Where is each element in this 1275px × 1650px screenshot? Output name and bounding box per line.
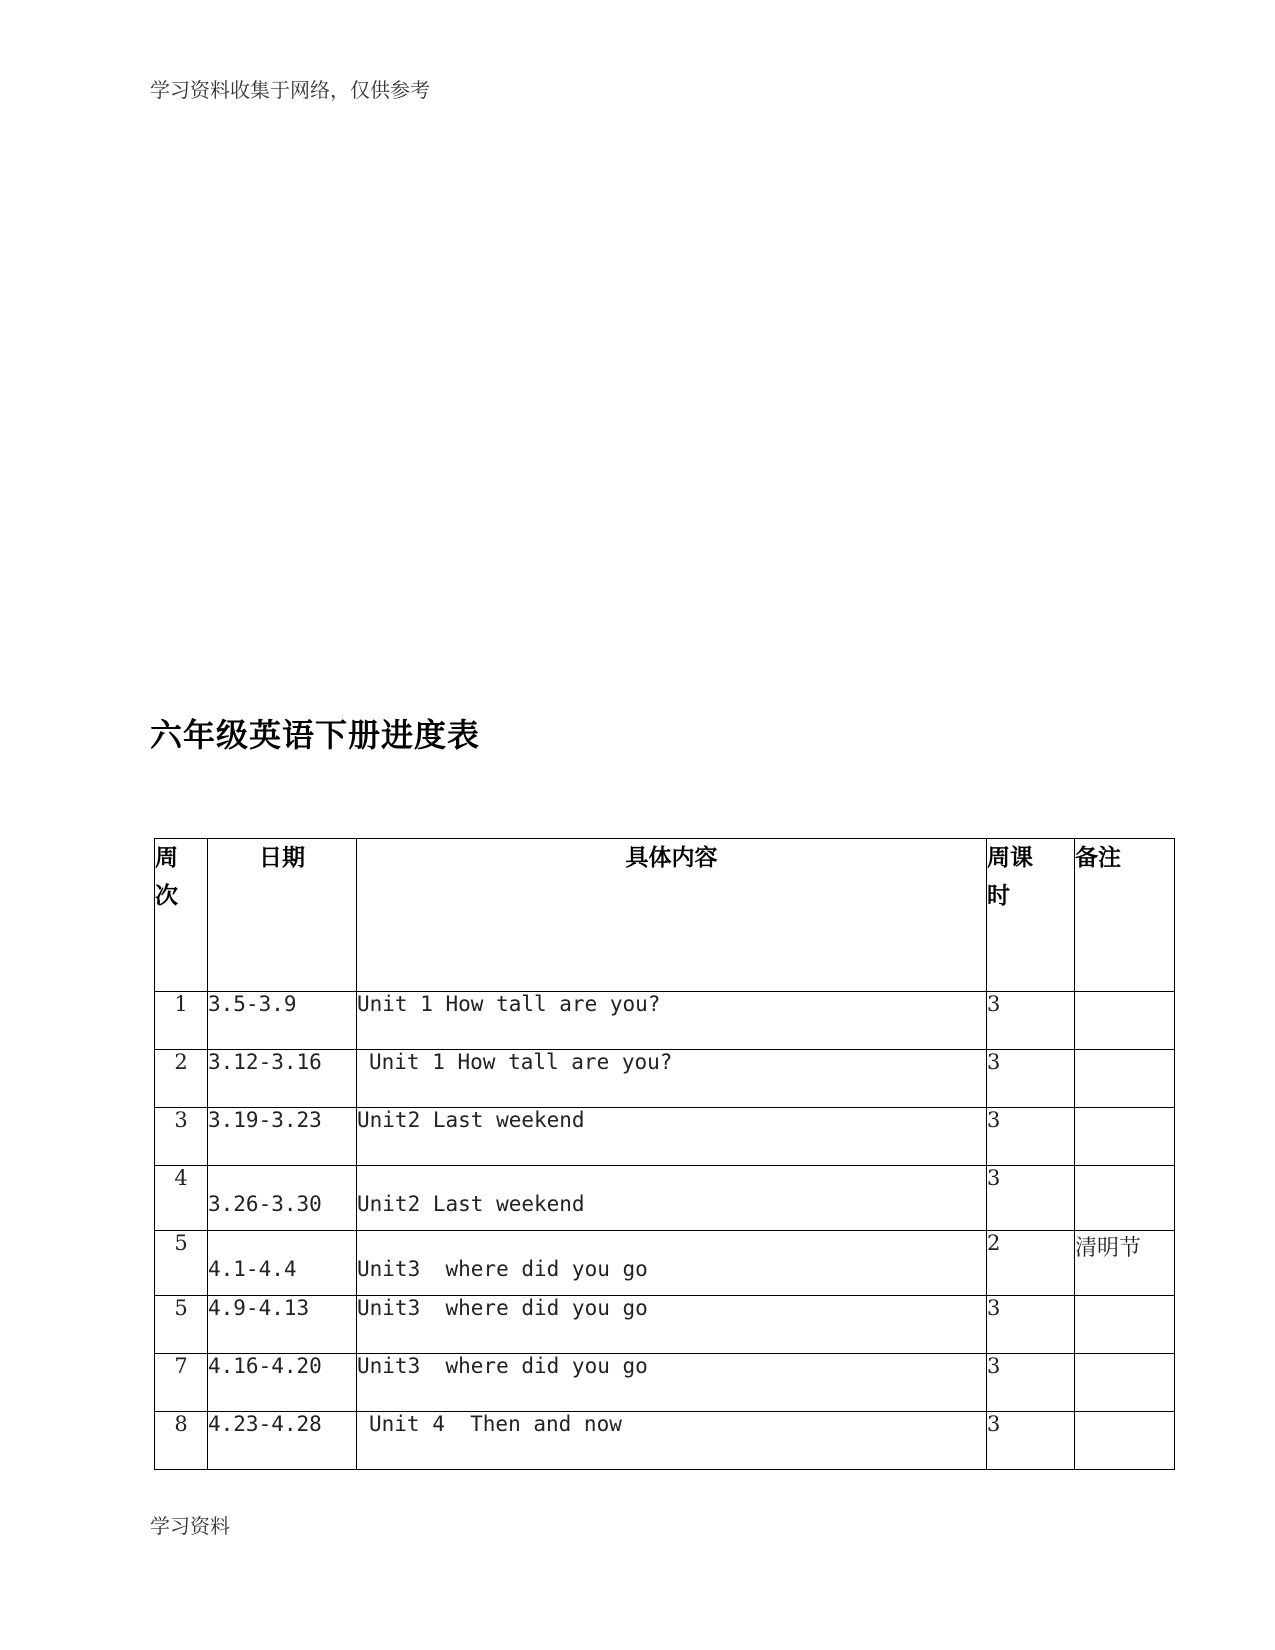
cell-note [1075,1050,1175,1108]
table-row [155,1166,1175,1231]
table-row [155,1050,1175,1108]
cell-hours: 3 [987,1354,1075,1412]
table-row [155,1296,1175,1354]
table-row [155,1412,1175,1470]
cell-note [1075,1296,1175,1354]
header-week-label: 周次 [155,845,178,909]
cell-note [1075,1412,1175,1470]
table-header-row [155,839,1175,992]
header-note: 备注 [1075,839,1175,992]
cell-week: 8 [155,1412,208,1470]
cell-content: Unit2 Last weekend [357,1108,987,1166]
cell-date: 3.26-3.30 [208,1166,357,1231]
cell-hours: 3 [987,1050,1075,1108]
cell-date: 4.1-4.4 [208,1231,357,1296]
header-content: 具体内容 [357,839,987,992]
cell-hours: 3 [987,1412,1075,1470]
cell-date: 4.9-4.13 [208,1296,357,1354]
header-note: 学习资料收集于网络，仅供参考 [150,78,430,102]
header-week [155,839,208,992]
cell-week: 7 [155,1354,208,1412]
cell-week: 2 [155,1050,208,1108]
cell-content: Unit3 where did you go [357,1231,987,1296]
table-row [155,1354,1175,1412]
cell-content: Unit 4 Then and now [357,1412,987,1470]
document-title: 六年级英语下册进度表 [150,716,481,754]
cell-note [1075,1354,1175,1412]
header-date: 日期 [208,839,357,992]
footer-note: 学习资料 [150,1514,230,1538]
cell-content: Unit3 where did you go [357,1354,987,1412]
table-row [155,1231,1175,1296]
cell-note [1075,1108,1175,1166]
cell-week: 1 [155,992,208,1050]
cell-content: Unit 1 How tall are you? [357,1050,987,1108]
table-row [155,1108,1175,1166]
cell-date: 3.19-3.23 [208,1108,357,1166]
cell-date: 4.16-4.20 [208,1354,357,1412]
cell-content: Unit3 where did you go [357,1296,987,1354]
cell-week: 5 [155,1231,208,1296]
cell-content: Unit 1 How tall are you? [357,992,987,1050]
cell-hours: 3 [987,992,1075,1050]
cell-hours: 3 [987,1108,1075,1166]
cell-content: Unit2 Last weekend [357,1166,987,1231]
cell-date: 3.5-3.9 [208,992,357,1050]
schedule-table [154,838,1175,1470]
cell-note: 清明节 [1075,1231,1175,1296]
cell-week: 4 [155,1166,208,1231]
cell-week: 3 [155,1108,208,1166]
cell-hours: 3 [987,1296,1075,1354]
table-row [155,992,1175,1050]
cell-hours: 3 [987,1166,1075,1231]
header-hours [987,839,1075,992]
cell-date: 3.12-3.16 [208,1050,357,1108]
header-hours-label: 周课时 [987,845,1033,909]
cell-date: 4.23-4.28 [208,1412,357,1470]
cell-note [1075,992,1175,1050]
cell-week: 5 [155,1296,208,1354]
cell-note [1075,1166,1175,1231]
cell-hours: 2 [987,1231,1075,1296]
